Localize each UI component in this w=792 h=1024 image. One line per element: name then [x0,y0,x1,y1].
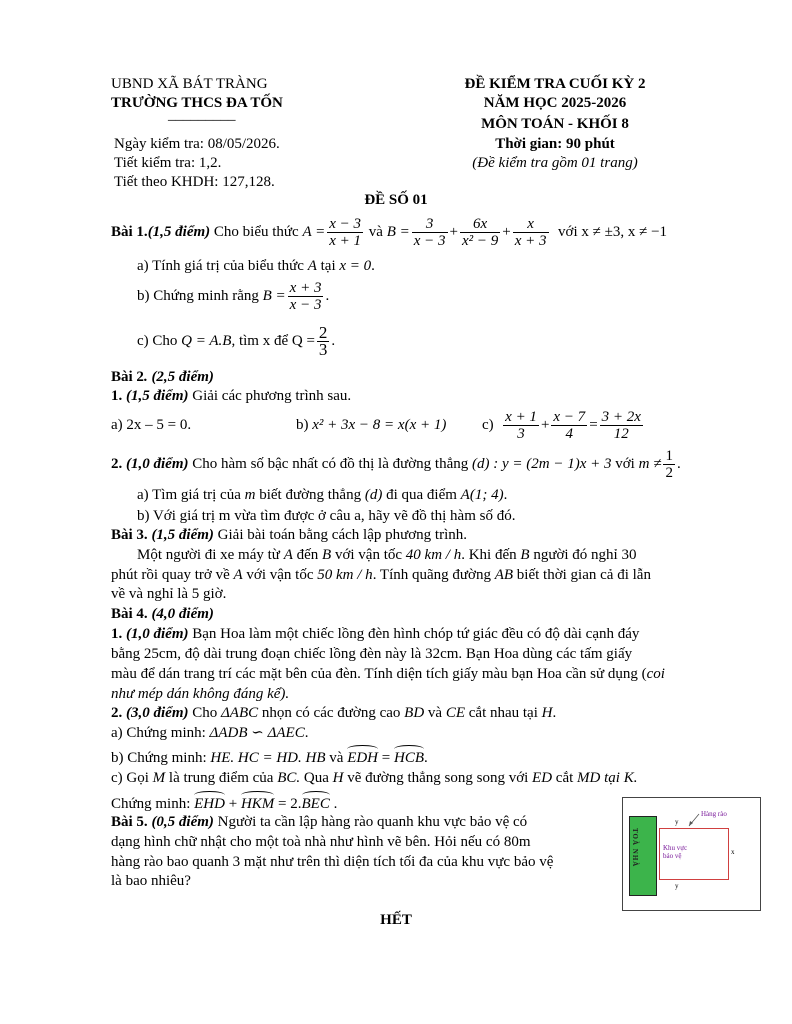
bai1-intro: Cho biểu thức [210,224,303,240]
bai3-text: người đó nghỉ 30 [529,547,637,563]
end-marker: HẾT [380,912,412,928]
speed-2: 50 km / h [317,567,373,583]
bai4-qb-text: b) Chứng minh: [111,750,211,766]
bai4-part2 [111,704,556,722]
bai2-qa-mid2: đi qua điểm [382,487,461,503]
frac-half-den: 2 [665,465,673,482]
frac-qc-den: 3 [318,340,328,360]
plus-sign: + [540,417,550,433]
bai4-question-d [111,791,337,813]
point-b: B [322,547,332,563]
bai2-p1-text: Giải các phương trình sau. [188,388,352,404]
bai5-label: Bài 5. [111,814,152,830]
equals-sign: = 2. [274,796,302,812]
frac-a-den: x + 1 [329,233,362,250]
period: . [503,487,508,503]
bai2-p1-points: (1,5 điểm) [126,388,189,404]
frac-c2-num: x − 7 [553,409,586,426]
segment-ab: AB [494,567,514,583]
bai3-text: Giải bài toán bằng cách lập phương trình. [213,527,467,543]
bai3-header [111,526,467,544]
building-label: TOÀ NHÀ [631,828,639,868]
bai3-text: với vận tốc [242,567,318,583]
bai1-question-b [137,276,329,316]
label-x: x [731,848,735,856]
bai5-line1 [111,813,527,831]
page-count-note: (Đề kiểm tra gồm 01 trang) [472,155,638,171]
period: . [331,333,336,349]
bai3-text: đến [292,547,323,563]
exam-periods: Tiết kiểm tra: 1,2. [114,155,222,171]
bai4-p1-text: Bạn Hoa làm một chiếc lồng đèn hình chóp tứ giác đều có độ dài cạnh đáy [188,626,640,642]
bai4-qc-text: cắt [552,770,578,786]
bai1-header [111,211,667,253]
bai4-qa-text: a) Chứng minh: [111,725,210,741]
bai4-qc-text: là trung điểm của [165,770,278,786]
frac-b1-den: x − 3 [413,233,446,250]
frac-qc-num: 2 [318,323,328,343]
bai4-p2-text: nhọn có các đường cao [258,705,405,721]
bai3-label: Bài 3. [111,527,152,543]
bai5-line4: là bao nhiêu? [111,873,191,889]
point-h: H [332,770,344,786]
bai1-condition: với x ≠ ±3, x ≠ −1 [558,224,668,240]
point-a: A [233,567,243,583]
label-y-top: y [675,818,679,826]
expr-a-lhs: A = [302,224,326,240]
bai2-qa-text: a) Tìm giá trị của [137,487,245,503]
bai2-label: Bài 2 [111,369,144,385]
point-m: M [152,770,166,786]
bai4-p2-text: cắt nhau tại [465,705,542,721]
bai4-header [111,605,214,623]
bai2-p2-cond: với [611,456,639,472]
bai4-qc-text: vẽ đường thẳng song song với [343,770,533,786]
angle-hcb: HCB [394,745,424,767]
subject-grade: MÔN TOÁN - KHỐI 8 [481,116,629,132]
bai1-question-a [137,257,375,275]
bai2-question-a [137,486,507,504]
fence-arrow-icon [623,798,760,910]
zone-label-line2: bảo vệ [663,852,682,860]
equation-a: a) 2x – 5 = 0. [111,417,192,433]
bai4-p1-note: coi [646,666,665,682]
fraction-b1 [412,216,448,249]
point-h: H [541,705,553,721]
bai5-text: Người ta cần lập hàng rào quanh khu vực bảo vệ có [213,814,528,830]
header-rule: _________ [168,107,236,123]
school-name: TRƯỜNG THCS ĐA TỐN [111,95,283,111]
frac-c1-num: x + 1 [505,409,537,426]
bai4-question-b [111,745,428,767]
triangle-abc: ΔABC [221,705,259,721]
period: . [676,456,681,472]
period: . [371,258,375,274]
bai4-p1-label: 1. [111,626,126,642]
frac-b3-den: x + 3 [514,233,547,250]
bai2-p2-points: (1,0 điểm) [126,456,189,472]
fraction-b3 [513,216,549,249]
bai4-p2-text: và [424,705,446,721]
bai4-p1-line4: như mép dán không đáng kể). [111,686,290,702]
bai1-qc-mid: , tìm x để [231,333,292,349]
fraction-half [663,448,675,481]
bai4-p1-text: màu để dán trang trí các mặt bên của đèn. Tính diện tích giấy màu bạn Hoa cần sử dụng ( [111,666,647,682]
exam-date: Ngày kiểm tra: 08/05/2026. [114,136,280,152]
altitude-bd: BD [404,705,425,721]
fraction-a [327,216,363,249]
similarity-expr: ΔADB ∽ ΔAEC [209,725,305,741]
district-name: UBND XÃ BÁT TRÀNG [111,76,268,92]
expr-b-lhs: B = [386,224,410,240]
bai2-points: . (2,5 điểm) [143,369,214,385]
bai2-question-b: b) Với giá trị m vừa tìm được ở câu a, hãy vẽ đồ thị hàm số đó. [137,508,516,524]
label-y-bottom: y [675,882,679,890]
q-expr: Q = A.B [181,333,232,349]
speed-1: 40 km / h [405,547,462,563]
fence-label: Hàng rào [701,810,727,818]
period: . [423,750,428,766]
bai4-points: (4,0 điểm) [151,606,214,622]
period: . [325,288,330,304]
bai5-line3: hàng rào bao quanh 3 mặt như trên thì diện tích tối đa của khu vực bảo vệ [111,854,554,870]
exam-title: ĐỀ KIỂM TRA CUỐI KỲ 2 [464,76,646,92]
angle-hkm: HKM [241,791,274,813]
bai4-qc-text: Qua [300,770,333,786]
bai4-qd-text: Chứng minh: [111,796,195,812]
exam-code: ĐỀ SỐ 01 [364,192,428,208]
line-d: (d) [364,487,383,503]
bai3-line1 [137,546,636,564]
bai1-qc-text: c) Cho [137,333,182,349]
bai4-question-c [111,769,637,787]
product-expr: HE. HC = HD. HB [210,750,326,766]
fraction-b2 [460,216,500,249]
bai3-text: với vận tốc [331,547,406,563]
point-a: A(1; 4) [460,487,504,503]
bai4-p2-label: 2. [111,705,126,721]
segment-ed: ED [532,770,553,786]
frac-half-num: 1 [665,448,673,465]
bai3-line3: về và nghỉ là 5 giờ. [111,586,227,602]
angle-ehd: EHD [194,791,225,813]
fraction-c1 [503,409,539,442]
bai1-label: Bài 1. [111,224,148,240]
fraction-qb [288,280,324,313]
bai3-points: (1,5 điểm) [151,527,214,543]
eq-c-label: c) [482,417,494,433]
duration: Thời gian: 90 phút [495,136,615,152]
m-condition: m ≠ [638,456,662,472]
frac-b3-num: x [513,216,549,233]
equation-c [482,405,645,445]
bai2-part2 [111,444,681,484]
altitude-ce: CE [445,705,465,721]
eq-b-expr: x² + 3x − 8 = x(x + 1) [312,417,447,433]
plan-periods: Tiết theo KHDH: 127,128. [114,174,275,190]
bai2-p2-text: Cho hàm số bậc nhất có đồ thị là đường thẳng [188,456,472,472]
bai1-points: (1,5 điểm) [147,224,211,240]
bai3-line2 [111,566,651,584]
angle-edh: EDH [347,745,378,767]
plus-sign: + [449,224,458,240]
fraction-c3 [600,409,643,442]
period: . [329,796,338,812]
bai5-line2: dạng hình chữ nhật cho một toà nhà như hình vẽ bên. Hỏi nếu có 80m [111,834,531,850]
equals-sign: = [378,750,394,766]
bai3-text: phút rồi quay trở về [111,567,234,583]
period: . [304,725,309,741]
equals-sign: = [589,417,598,433]
bai3-text: . Tính quãng đường [372,567,495,583]
frac-b2-den: x² − 9 [461,233,499,250]
zone-label-line1: Khu vực [663,844,688,852]
bai3-text: Một người đi xe máy từ [137,547,284,563]
fraction-qc [317,325,330,358]
bai4-p1-line3 [111,665,665,683]
x-value: x = 0 [339,258,372,274]
bai4-qc-text: c) Gọi [111,770,153,786]
frac-qb-den: x − 3 [289,297,322,314]
bai2-header [111,368,214,386]
bai1-qb-text: b) Chứng minh rằng [137,288,263,304]
frac-b2-num: 6x [460,216,500,233]
period: . [552,705,557,721]
bai4-p1-line2: bằng 25cm, độ dài trung đoạn chiếc lồng đèn này là 32cm. Bạn Hoa dùng các tấm giấy [111,646,633,662]
bai2-p2-label: 2. [111,456,126,472]
frac-qb-num: x + 3 [289,280,322,297]
angle-bec: BEC [302,791,330,813]
conj-and: và [325,750,348,766]
bai1-question-c [137,320,335,362]
bai2-p1-label: 1. [111,388,126,404]
point-a: A [283,547,293,563]
frac-c3-num: 3 + 2x [601,409,641,426]
segment-md: MD tại K. [577,770,638,786]
qc-lhs: Q = [291,333,315,349]
qb-lhs: B = [262,288,286,304]
var-a: A [307,258,317,274]
segment-bc: BC. [277,770,301,786]
bai1-qa-text: a) Tính giá trị của biểu thức [137,258,308,274]
bai4-p2-text: Cho [188,705,221,721]
plus-sign: + [224,796,241,812]
bai5-points: (0,5 điểm) [151,814,214,830]
bai4-p2-points: (3,0 điểm) [126,705,189,721]
equation-b [296,405,446,445]
eq-b-label: b) [296,417,313,433]
var-m: m [244,487,256,503]
bai4-label: Bài 4. [111,606,152,622]
bai1-qa-mid: tại [316,258,340,274]
school-year: NĂM HỌC 2025-2026 [483,95,627,111]
bai2-part1 [111,387,351,405]
plus-sign: + [502,224,511,240]
bai3-text: biết thời gian cả đi lẫn [513,567,651,583]
bai4-p1-points: (1,0 điểm) [126,626,189,642]
frac-a-num: x − 3 [329,216,362,233]
bai4-p1-line1 [111,625,639,643]
line-equation: (d) : y = (2m − 1)x + 3 [472,456,612,472]
point-b: B [520,547,530,563]
conj-and: và [368,224,387,240]
fraction-c2 [551,409,587,442]
fence-diagram [622,797,761,911]
bai3-text: . Khi đến [461,547,521,563]
bai4-question-a [111,724,308,742]
bai2-qa-mid: biết đường thẳng [255,487,365,503]
frac-c3-den: 12 [613,426,629,443]
frac-b1-num: 3 [412,216,448,233]
frac-c1-den: 3 [517,426,525,443]
frac-c2-den: 4 [565,426,574,443]
